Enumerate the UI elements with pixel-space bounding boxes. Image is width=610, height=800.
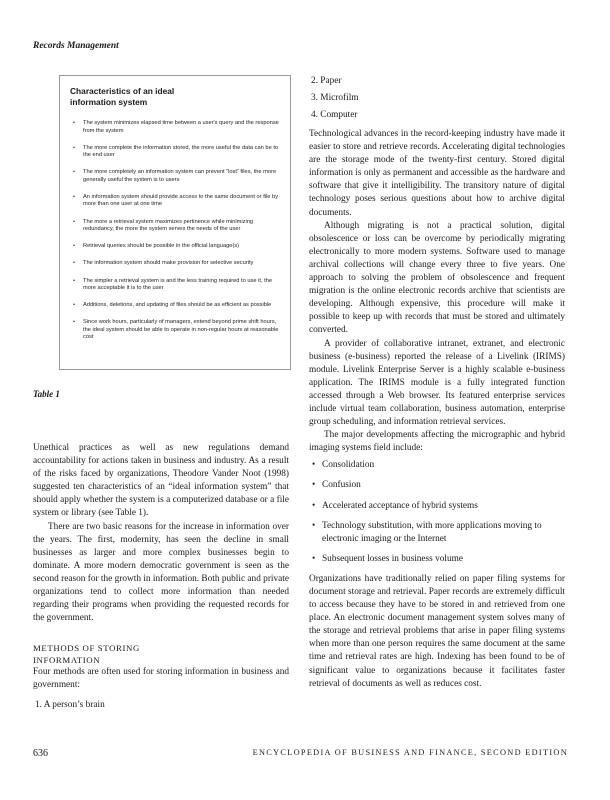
table-caption: Table 1 (33, 389, 60, 399)
developments-list-item (309, 459, 565, 472)
publication-title: ENCYCLOPEDIA OF BUSINESS AND FINANCE, SECOND EDITION (252, 748, 568, 757)
table-list-item (70, 278, 280, 293)
table-list-item (70, 319, 280, 341)
developments-item-text: Accelerated acceptance of hybrid systems (322, 500, 478, 511)
bullet-icon: • (73, 194, 75, 201)
left-column (33, 442, 289, 714)
bullet-icon: • (73, 243, 75, 250)
developments-list-item (309, 553, 565, 566)
table-list-item (70, 219, 280, 234)
table-title-line-1: Characteristics of an ideal (70, 86, 175, 96)
table-list-item (70, 260, 280, 267)
developments-list-item (309, 479, 565, 492)
developments-item-text: Technology substitution, with more applications moving to electronic imaging or the Internet (322, 520, 542, 544)
body-paragraph: Organizations have traditionally relied on paper filing systems for document storage and retrieval. Paper records are extremely difficult to access because they have to be stored in and retrieved from one place. An electronic document management system solves many of the storage and retrieval problems that arise in paper filing systems when more than one person requires the same document at the same time and retrieval rates are high. Indexing has been found to be of significant value to organizations because it facilitates faster retrieval of documents as well as reduces cost. (309, 573, 565, 689)
section-heading-line-2: INFORMATION (33, 655, 101, 666)
table-list-item (70, 169, 280, 184)
developments-list (309, 459, 565, 566)
developments-item-text: Confusion (322, 480, 361, 491)
table-item-text: Retrieval queries should be possible in the official language(s) (83, 243, 240, 250)
bullet-icon: • (73, 144, 75, 151)
table-title-line-2: information system (70, 96, 148, 107)
table-item-text: The information system should make provision for selective security (83, 260, 254, 267)
table-item-text: Additions, deletions, and updating of files should be as efficient as possible (83, 302, 272, 309)
table-list-item (70, 243, 280, 250)
bullet-icon: • (312, 500, 316, 511)
right-column (309, 73, 565, 691)
section-heading (33, 642, 289, 666)
section-heading-line-1: METHODS OF STORING (33, 643, 140, 654)
body-paragraph: Technological advances in the record-keeping industry have made it easier to store and retrieve records. Accelerating digital technologies are the storage mode of the twenty-first century. Stored digital information is only as permanent and accessible as the hardware and software that give it intelligibility. The transitory nature of digital technology poses serious questions about how to archive digital documents. (309, 129, 565, 218)
methods-list (33, 697, 289, 714)
bullet-icon: • (312, 520, 316, 531)
bullet-icon: • (73, 218, 75, 225)
table-list (70, 120, 280, 341)
page-footer (33, 748, 568, 759)
methods-list-item: 2. Paper (311, 76, 342, 86)
body-paragraph: The major developments affecting the micrographic and hybrid imaging systems field include: (309, 430, 565, 454)
body-paragraph: Unethical practices as well as new regulations demand accountability for actions taken in business and industry. As a result of the risks faced by organizations, Theodore Vander Noot (1998) suggested ten characteristics of an “ideal information system” that should apply whether the system is a computerized database or a file system or library (see Table 1). (33, 443, 289, 519)
developments-item-text: Subsequent losses in business volume (322, 553, 464, 564)
table-item-text: The more complete the information stored, the more useful the data can be to the end user (83, 144, 279, 159)
bullet-icon: • (312, 480, 316, 491)
bullet-icon: • (73, 260, 75, 267)
bullet-icon: • (73, 319, 75, 326)
methods-list-item: 1. A person’s brain (35, 699, 105, 710)
table-list-item (70, 145, 280, 160)
body-paragraph: Four methods are often used for storing information in business and government: (33, 667, 289, 691)
developments-item-text: Consolidation (322, 460, 375, 471)
table-item-text: Since work hours, particularly of managers, extend beyond prime shift hours, the ideal system should be able to operate in non-regular hours at reasonable cost (83, 319, 279, 341)
body-paragraph: Although migrating is not a practical solution, digital obsolescence or loss can be overcome by periodically migrating electronically to more modern systems. Software used to manage archival collections will change every three to five years. One approach to solving the problem of obsolescence and frequent migration is the online electronic records archive that scientists are developing. Although expensive, this procedure will make it possible to keep up with records that must be stored and ultimately converted. (309, 220, 565, 336)
table-list-item (70, 302, 280, 309)
table-title (70, 86, 280, 107)
table-item-text: The system minimizes elapsed time between a user's query and the response from the system (83, 120, 279, 134)
table-item-text: The more completely an information system can prevent “lost” files, the more generally useful the system is to users (83, 169, 277, 183)
bullet-icon: • (312, 460, 316, 471)
bullet-icon: • (312, 553, 316, 564)
running-head: Records Management (33, 41, 119, 51)
table-1-box (59, 75, 291, 370)
bullet-icon: • (73, 277, 75, 284)
methods-list-item: 3. Microfilm (311, 93, 359, 103)
table-list-item (70, 194, 280, 209)
body-paragraph: A provider of collaborative intranet, extranet, and electronic business (e-business) reported the release of a Livelink (IRIMS) module. Livelink Enterprise Server is a highly scalable e-business application. The IRIMS module is a fully integrated function accessed through a Web browser. Its featured enterprise services include virtual team collaboration, business automation, enterprise group scheduling, and information retrieval services. (309, 338, 565, 428)
table-item-text: The more a retrieval system maximizes pertinence while minimizing redundancy, the more the system serves the needs of the user (83, 218, 254, 233)
bullet-icon: • (73, 302, 75, 309)
body-paragraph: There are two basic reasons for the increase in information over the years. The first, modernity, has seen the decline in small businesses as larger and more complex businesses begin to dominate. A more modern democratic government is seen as the second reason for the growth in information. Both public and private organizations tend to collect more information than needed regarding their programs when providing the requested records for the government. (33, 521, 289, 624)
developments-list-item (309, 500, 565, 513)
developments-list-item (309, 520, 565, 546)
bullet-icon: • (73, 120, 75, 127)
methods-list-item: 4. Computer (311, 110, 358, 120)
table-item-text: The simpler a retrieval system is and the less training required to use it, the more acceptable it is to the user (83, 277, 273, 292)
table-item-text: An information system should provide access to the same document or file by more than one user at one time (83, 194, 279, 208)
methods-list-continued (309, 73, 565, 124)
table-list-item (70, 120, 280, 135)
page-number: 636 (33, 748, 48, 759)
bullet-icon: • (73, 169, 75, 176)
